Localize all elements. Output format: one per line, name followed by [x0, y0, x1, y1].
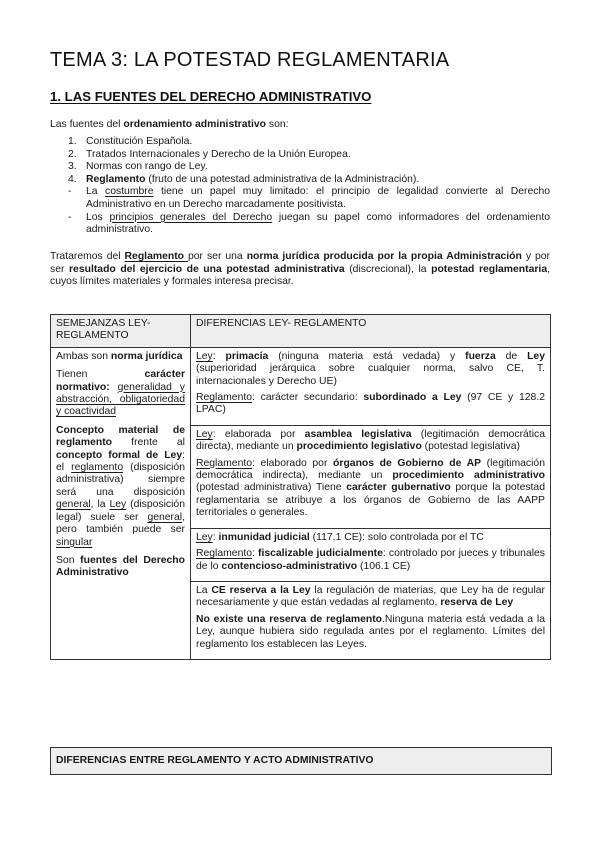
header-similarities: SEMEJANZAS LEY-REGLAMENTO — [51, 315, 191, 348]
list-item: 2. Tratados Internacionales y Derecho de la Unión Europea. — [68, 148, 351, 160]
similarity-concepto-material: Concepto material de reglamento frente al concepto formal de Ley: el reglamento (disposición administrativa) siempre será una disposición general, la Ley (disposición legal) suele ser general, pero también puede ser singular — [56, 424, 185, 548]
list-item: 1. Constitución Española. — [68, 136, 193, 147]
difference-primacia: Ley: primacía (ninguna materia está vedada) y fuerza de Ley (superioridad jerárquica sobre cualquier norma, salvo CE, T. internacionales y Derecho UE) Reglamento: carácter secundario: subordinado a Ley (97 CE y 128.2 LPAC) — [191, 347, 551, 425]
section-heading: 1. LAS FUENTES DEL DERECHO ADMINISTRATIVO — [50, 89, 372, 104]
table-header-row — [51, 315, 551, 348]
similarities-cell — [51, 347, 191, 659]
difference-reserva: La CE reserva a la Ley la regulación de materias, que Ley ha de regular necesariamente y que están vedadas al reglamento, reserva de Ley No existe una reserva de reglamento.Ninguna materia está vedada a la Ley, aunque hubiera sido regulada antes por el reglamento. Límites del reglamento los establecen las Leyes. — [191, 581, 551, 659]
difference-control: Ley: inmunidad judicial (117.1 CE): solo controlada por el TC Reglamento: fiscalizable judicialmente: controlado por jueces y tribunales de lo contencioso-administrativo (106.1 CE) — [191, 528, 551, 581]
list-item: 3. Normas con rango de Ley. — [68, 161, 208, 173]
similarity-fuentes: Son fuentes del Derecho Administrativo — [56, 554, 185, 579]
difference-elaboracion: Ley: elaborada por asamblea legislativa (legitimación democrática directa), mediante un procedimiento legislativo (potestad legislativa) Reglamento: elaborado por órganos de Gobierno de AP (legitimación democrática indirecta), mediante un procedimiento administrativo (potestad administrativa) Tiene carácter gubernativo porque la potestad reglamentaria se atribuye a los órganos de Gobierno de las AAPP territoriales o generales. — [191, 425, 551, 528]
similarity-norma-juridica: Ambas son norma jurídica — [56, 350, 183, 362]
reglamento-paragraph: Trataremos del Reglamento por ser una norma jurídica producida por la propia Administración y por ser resultado del ejercicio de una potestad administrativa (discrecional), la potestad reglamentaria, cuyos límites materiales y formales interesa precisar. — [50, 251, 550, 288]
list-item: - La costumbre tiene un papel muy limitado: el principio de legalidad convierte al Derecho Administrativo en un Derecho marcadamente positivista. — [68, 186, 551, 210]
header-differences: DIFERENCIAS LEY- REGLAMENTO — [191, 315, 551, 348]
similarity-caracter-normativo: Tienen carácter normativo: generalidad y abstracción, obligatoriedad y coactividad — [56, 369, 186, 418]
page-title: TEMA 3: LA POTESTAD REGLAMENTARIA — [50, 49, 450, 71]
list-item: 4. Reglamento (fruto de una potestad administrativa de la Administración). — [68, 173, 420, 185]
reglamento-acto-heading-box: DIFERENCIAS ENTRE REGLAMENTO Y ACTO ADMINISTRATIVO — [50, 747, 552, 775]
list-item: - Los principios generales del Derecho juegan su papel como informadores del ordenamiento administrativo. — [68, 211, 550, 236]
table-row — [51, 347, 551, 425]
sources-list — [50, 136, 550, 237]
comparison-table — [50, 314, 551, 660]
intro-line: Las fuentes del ordenamiento administrativo son: — [50, 119, 289, 130]
